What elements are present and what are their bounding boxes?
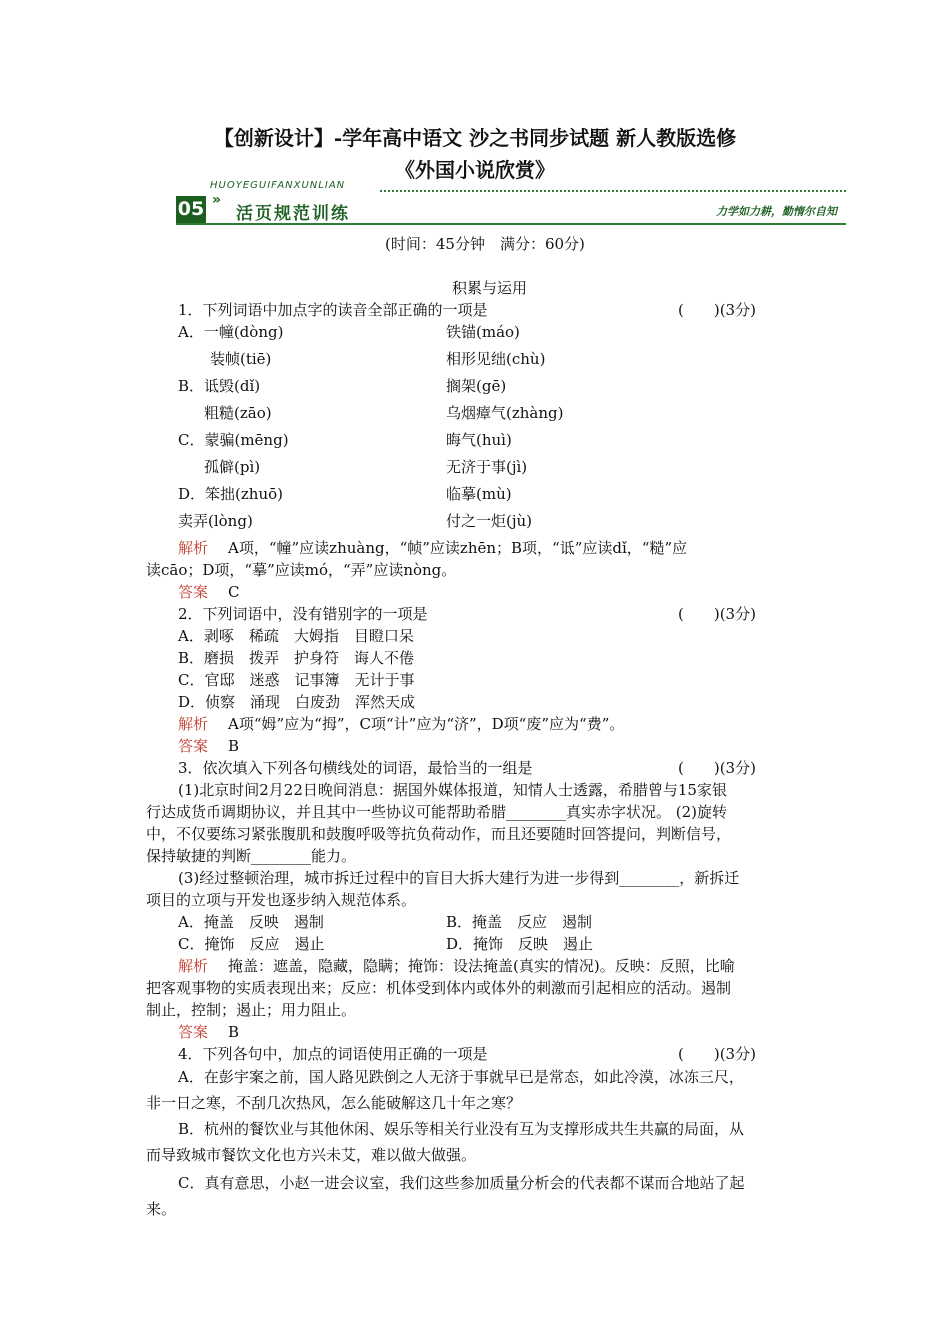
q1-analysis-label: 解析	[178, 539, 209, 557]
q1-answer: C	[228, 583, 240, 601]
q3-option: A．掩盖 反映 遏制	[178, 913, 324, 931]
q3-answer-label: 答案	[178, 1023, 209, 1041]
q1-answer-label: 答案	[178, 583, 209, 601]
q2-option: C．官邸 迷惑 记事簿 无计于事	[178, 671, 415, 689]
q4-option-b-line: B．杭州的餐饮业与其他休闲、娱乐等相关行业没有互为支撑形成共生共赢的局面，从	[178, 1120, 745, 1138]
q2-answer-label: 答案	[178, 737, 209, 755]
q4-option-b-line: 而导致城市餐饮文化也方兴未艾，难以做大做强。	[146, 1146, 477, 1164]
q2-option: D．侦察 涌现 白废劲 浑然天成	[178, 693, 416, 711]
q3-paragraph-line: 项目的立项与开发也逐步纳入规范体系。	[146, 891, 417, 909]
q1-option-text: 装帧(tiē)	[210, 350, 272, 368]
q3-answer: B	[228, 1023, 240, 1041]
q3-paragraph-line: 保持敏捷的判断________能力。	[146, 847, 357, 865]
q2-stem: 2．下列词语中，没有错别字的一项是	[178, 605, 428, 623]
q1-score: ( )(3分)	[678, 301, 756, 319]
banner-dotted-line	[380, 190, 846, 192]
doc-title-line1: 【创新设计】-学年高中语文 沙之书同步试题 新人教版选修	[213, 126, 737, 150]
q3-analysis-line: 把客观事物的实质表现出来；反应：机体受到体内或体外的刺激而引起相应的活动。遏制	[146, 979, 732, 997]
q1-option-text: C．蒙骗(mēng)	[178, 431, 289, 449]
banner-number-badge: 05	[176, 196, 206, 223]
banner-underline	[176, 223, 846, 225]
q1-option-text: 晦气(huì)	[446, 431, 512, 449]
q1-option-text: 临摹(mù)	[446, 485, 512, 503]
q1-option-text: 相形见绌(chù)	[446, 350, 546, 368]
q1-option-text: 搁架(gē)	[446, 377, 507, 395]
q1-option-text: 粗糙(zāo)	[204, 404, 272, 422]
q3-analysis-line: 掩盖：遮盖，隐藏，隐瞒；掩饰：设法掩盖(真实的情况)。反映：反照，比喻	[228, 957, 735, 975]
q4-stem: 4．下列各句中，加点的词语使用正确的一项是	[178, 1045, 488, 1063]
banner-chevron-icon: »	[212, 192, 222, 208]
q2-analysis-label: 解析	[178, 715, 209, 733]
q1-analysis-line2: 读cāo；D项，“摹”应读mó，“弄”应读nòng。	[146, 561, 457, 579]
section-heading: 积累与运用	[452, 279, 528, 297]
q3-score: ( )(3分)	[678, 759, 756, 777]
q3-analysis-label: 解析	[178, 957, 209, 975]
q2-analysis: A项“姆”应为“拇”，C项“计”应为“济”，D项“废”应为“费”。	[228, 715, 625, 733]
q1-analysis-line1: A项，“幢”应读zhuàng，“帧”应读zhēn；B项，“诋”应读dǐ，“糙”应	[228, 539, 688, 557]
q2-option: B．磨损 拨弄 护身符 诲人不倦	[178, 649, 415, 667]
q1-option-text: 无济于事(jì)	[446, 458, 528, 476]
q1-option-text: B．诋毁(dǐ)	[178, 377, 261, 395]
q4-option-c-line: 来。	[146, 1200, 177, 1218]
q1-option-text: 卖弄(lòng)	[178, 512, 253, 530]
banner-pinyin: HUOYEGUIFANXUNLIAN	[210, 180, 346, 191]
q1-stem: 1．下列词语中加点字的读音全部正确的一项是	[178, 301, 488, 319]
q2-option: A．剥啄 稀疏 大姆指 目瞪口呆	[178, 627, 414, 645]
q4-option-a-line: A．在彭宇案之前，国人路见跌倒之人无济于事就早已是常态，如此冷漠，冰冻三尺，	[178, 1068, 744, 1086]
q2-score: ( )(3分)	[678, 605, 756, 623]
q1-option-text: 孤僻(pì)	[204, 458, 261, 476]
q1-option-text: A．一幢(dòng)	[178, 323, 284, 341]
q3-option: C．掩饰 反应 遏止	[178, 935, 325, 953]
banner-heading: 活页规范训练	[236, 204, 350, 224]
q1-option-text: 付之一炬(jù)	[446, 512, 533, 530]
q3-paragraph-line: (1)北京时间2月22日晚间消息：据国外媒体报道，知情人士透露，希腊曾与15家银	[178, 781, 727, 799]
q3-analysis-line: 制止，控制；遏止；用力阻止。	[146, 1001, 357, 1019]
q3-option: D．掩饰 反映 遏止	[446, 935, 594, 953]
q4-score: ( )(3分)	[678, 1045, 756, 1063]
doc-title-line2: 《外国小说欣赏》	[395, 158, 555, 182]
q4-option-a-line: 非一日之寒，不刮几次热风，怎么能破解这几十年之寒？	[146, 1094, 522, 1112]
time-info: (时间：45分钟 满分：60分)	[385, 235, 585, 253]
q1-option-text: 铁锚(máo)	[446, 323, 520, 341]
q1-option-text: D．笨拙(zhuō)	[178, 485, 283, 503]
q1-option-text: 乌烟瘴气(zhàng)	[446, 404, 564, 422]
q3-paragraph-line: (3)经过整顿治理，城市拆迁过程中的盲目大拆大建行为进一步得到________，新拆迁	[178, 869, 740, 887]
q4-option-c-line: C．真有意思，小赵一进会议室，我们这些参加质量分析会的代表都不谋而合地站了起	[178, 1174, 745, 1192]
q3-option: B．掩盖 反应 遏制	[446, 913, 593, 931]
banner-motto: 力学如力耕，勤惰尔自知	[716, 205, 837, 218]
q3-paragraph-line: 行达成货币调期协议，并且其中一些协议可能帮助希腊________真实赤字状况。 (2)旋转	[146, 803, 728, 821]
q3-stem: 3．依次填入下列各句横线处的词语，最恰当的一组是	[178, 759, 533, 777]
q3-paragraph-line: 中，不仅要练习紧张腹肌和鼓腹呼吸等抗负荷动作，而且还要随时回答提问，判断信号，	[146, 825, 732, 843]
q2-answer: B	[228, 737, 240, 755]
